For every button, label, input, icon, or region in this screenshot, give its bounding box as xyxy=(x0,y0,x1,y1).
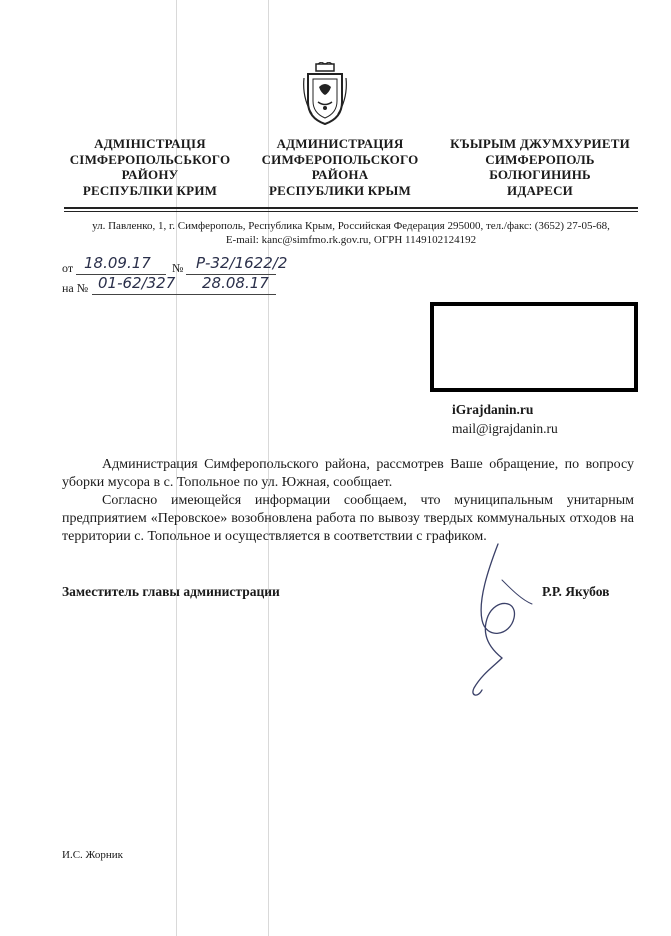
contact-info xyxy=(62,219,640,247)
underline xyxy=(92,294,276,295)
signer-name: Р.Р. Якубов xyxy=(542,584,610,599)
redacted-addressee-box xyxy=(430,302,638,392)
body-paragraph: Администрация Симферопольского района, рассмотрев Ваше обращение, по вопросу уборки мусора в с. Топольное по ул. Южная, сообщает. xyxy=(62,457,634,490)
recipient-email: mail@igrajdanin.ru xyxy=(452,421,558,436)
incoming-number: 01-62/327 xyxy=(98,274,176,292)
address-line: ул. Павленко, 1, г. Симферополь, Республика Крым, Российская Федерация 295000, тел./факс: (3652) 27-05-68, xyxy=(92,220,610,232)
recipient-name: iGrajdanin.ru xyxy=(452,402,534,417)
to-label: на № xyxy=(62,281,89,295)
handwritten-signature xyxy=(452,540,542,700)
header-line: АДМИНИСТРАЦИЯ xyxy=(276,136,404,151)
incoming-date: 28.08.17 xyxy=(202,274,269,292)
body-paragraph: Согласно имеющейся информации сообщаем, что муниципальным унитарным предприятием «Перовское» возобновлена работа по вывозу твердых коммунальных отходов на территории с. Топольное и осуществляется в соответствии с графиком. xyxy=(62,493,634,544)
from-label: от xyxy=(62,261,74,275)
header-divider xyxy=(64,207,638,209)
header-line: РЕСПУБЛИКИ КРЫМ xyxy=(269,182,411,198)
email-line: E-mail: kanc@simfmo.rk.gov.ru, ОГРН 1149102124192 xyxy=(225,234,477,246)
header-crimean-tatar xyxy=(440,136,640,198)
signer-title: Заместитель главы администрации xyxy=(62,584,280,599)
header-line: ИДАРЕСИ xyxy=(507,182,573,198)
header-divider xyxy=(64,211,638,212)
header-line: РЕСПУБЛІКИ КРИМ xyxy=(82,182,218,198)
crimea-coat-of-arms-icon xyxy=(302,62,348,126)
from-date: 18.09.17 xyxy=(84,254,151,272)
header-line: БОЛЮГИНИНЬ xyxy=(489,167,591,182)
header-russian xyxy=(245,136,435,198)
header-line: СИМФЕРОПОЛЬ xyxy=(485,151,595,167)
header-line: СИМФЕРОПОЛЬСКОГО xyxy=(261,151,419,167)
header-line: СІМФЕРОПОЛЬСЬКОГО xyxy=(69,151,231,167)
header-line: КЪЫРЫМ ДЖУМХУРИЕТИ xyxy=(450,136,630,151)
executor-name: И.С. Жорник xyxy=(62,849,123,861)
number-label: № xyxy=(172,261,184,275)
outgoing-number: Р-32/1622/2 xyxy=(196,254,288,272)
header-line: АДМІНІСТРАЦІЯ xyxy=(94,136,206,151)
header-line: РАЙОНА xyxy=(311,167,369,182)
header-line: РАЙОНУ xyxy=(121,167,179,182)
header-ukrainian xyxy=(55,136,245,198)
